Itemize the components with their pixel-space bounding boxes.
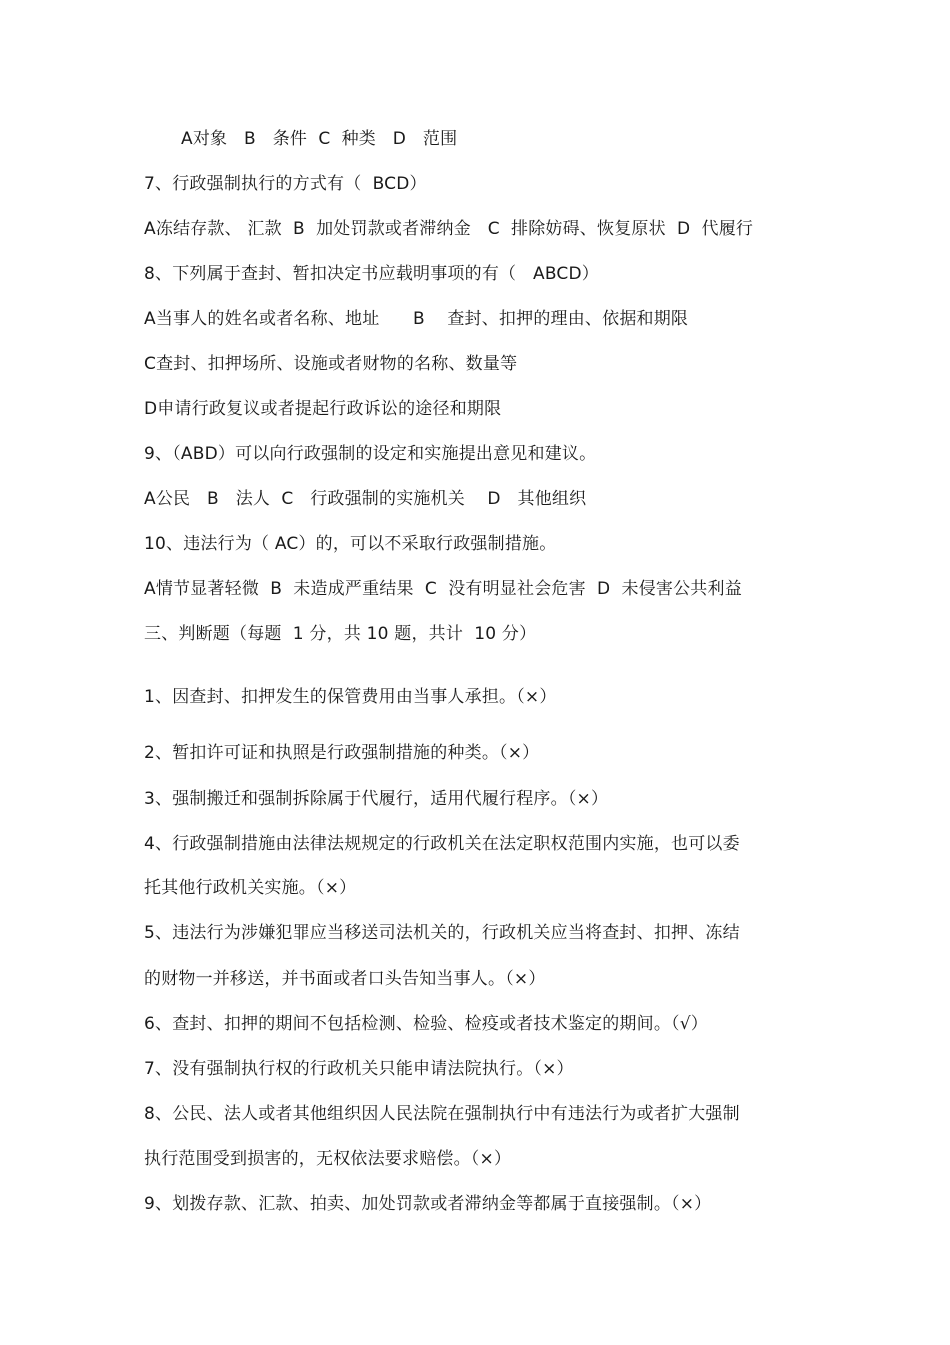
judgment-8-line-1: 8、公民、法人或者其他组织因人民法院在强制执行中有违法行为或者扩大强制 (144, 1104, 740, 1124)
q10-options: A情节显著轻微 B 未造成严重结果 C 没有明显社会危害 D 未侵害公共利益 (144, 579, 742, 599)
judgment-7: 7、没有强制执行权的行政机关只能申请法院执行。（×） (144, 1059, 574, 1079)
q6-options: A对象 B 条件 C 种类 D 范围 (181, 129, 458, 149)
q7-question: 7、行政强制执行的方式有（ BCD） (144, 174, 427, 194)
judgment-9: 9、划拨存款、汇款、拍卖、加处罚款或者滞纳金等都属于直接强制。（×） (144, 1194, 712, 1214)
q9-options: A公民 B 法人 C 行政强制的实施机关 D 其他组织 (144, 489, 587, 509)
judgment-8-line-2: 执行范围受到损害的，无权依法要求赔偿。（×） (144, 1149, 512, 1169)
judgment-6: 6、查封、扣押的期间不包括检测、检验、检疫或者技术鉴定的期间。（√） (144, 1014, 708, 1034)
judgment-5-line-1: 5、违法行为涉嫌犯罪应当移送司法机关的，行政机关应当将查封、扣押、冻结 (144, 923, 740, 943)
q9-question: 9、（ABD）可以向行政强制的设定和实施提出意见和建议。 (144, 444, 597, 464)
judgment-3: 3、强制搬迁和强制拆除属于代履行，适用代履行程序。（×） (144, 789, 609, 809)
judgment-5-line-2: 的财物一并移送，并书面或者口头告知当事人。（×） (144, 969, 546, 989)
judgment-4-line-1: 4、行政强制措施由法律法规规定的行政机关在法定职权范围内实施，也可以委 (144, 834, 740, 854)
section-heading: 三、判断题（每题 1 分，共 10 题，共计 10 分） (144, 624, 537, 644)
judgment-2: 2、暂扣许可证和执照是行政强制措施的种类。（×） (144, 743, 540, 763)
judgment-4-line-2: 托其他行政机关实施。（×） (144, 878, 357, 898)
q8-option-d: D申请行政复议或者提起行政诉讼的途径和期限 (144, 399, 502, 419)
judgment-1: 1、因查封、扣押发生的保管费用由当事人承担。（×） (144, 687, 557, 707)
q7-options: A冻结存款、 汇款 B 加处罚款或者滞纳金 C 排除妨碍、恢复原状 D 代履行 (144, 219, 754, 239)
q8-option-ab: A当事人的姓名或者名称、地址 B 查封、扣押的理由、依据和期限 (144, 309, 689, 329)
q8-question: 8、下列属于查封、暂扣决定书应载明事项的有（ ABCD） (144, 264, 599, 284)
q8-option-c: C查封、扣押场所、设施或者财物的名称、数量等 (144, 354, 518, 374)
q10-question: 10、违法行为（ AC）的，可以不采取行政强制措施。 (144, 534, 557, 554)
